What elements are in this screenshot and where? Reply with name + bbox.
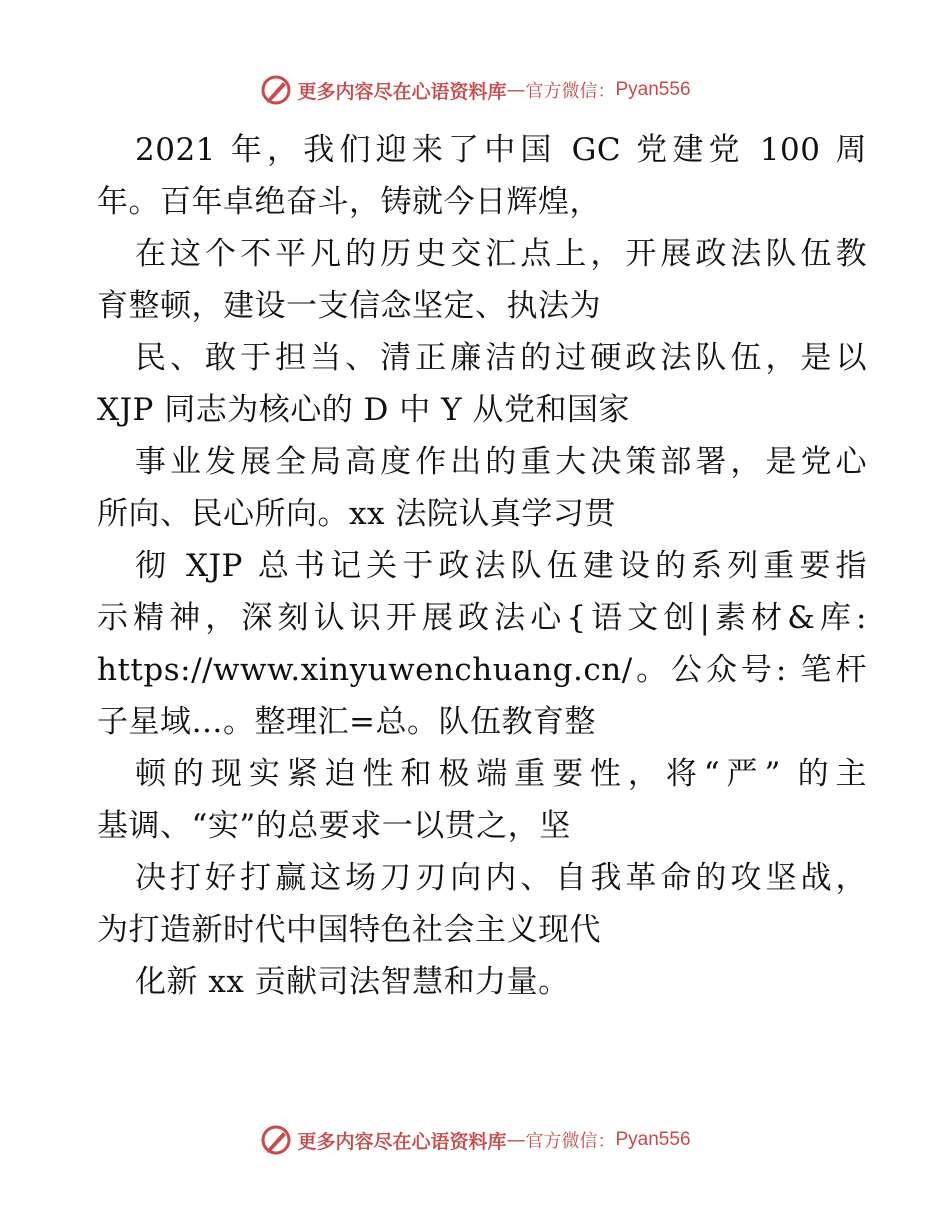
- watermark-separator: —: [506, 79, 526, 101]
- watermark-header: [0, 70, 950, 110]
- watermark-label: 官方微信：: [525, 81, 616, 102]
- text-line: 彻 XJP 总书记关于政法队伍建设的系列重要指: [135, 548, 867, 584]
- text-line: 决打好打赢这场刀刃向内、自我革命的攻坚战，: [135, 860, 867, 896]
- text-line: 示精神，深刻认识开展政法心{语文创|素材&库:: [97, 600, 867, 636]
- pen-logo-icon: [259, 73, 293, 107]
- text-line: 育整顿，建设一支信念坚定、执法为: [97, 288, 601, 324]
- text-line: 顿的现实紧迫性和极端重要性，将“严” 的主: [135, 756, 867, 792]
- watermark-label: 官方微信：: [525, 1131, 616, 1152]
- text-line: https://www.xinyuwenchuang.cn/。公众号: 笔杆: [97, 652, 867, 688]
- watermark-main-text: 更多内容尽在心语资料库: [297, 80, 507, 103]
- text-line: 基调、“实”的总要求一以贯之，坚: [97, 808, 571, 844]
- watermark-separator: —: [506, 1129, 526, 1151]
- text-line: 为打造新时代中国特色社会主义现代: [97, 912, 601, 948]
- text-line: XJP 同志为核心的 D 中 Y 从党和国家: [97, 392, 630, 428]
- text-line: 事业发展全局高度作出的重大决策部署，是党心: [135, 444, 867, 480]
- text-line: 在这个不平凡的历史交汇点上，开展政法队伍教: [135, 236, 867, 272]
- watermark-wechat-id: Pyan556: [615, 1129, 691, 1150]
- text-line: 年。百年卓绝奋斗，铸就今日辉煌，: [97, 184, 601, 220]
- text-line: 2021 年，我们迎来了中国 GC 党建党 100 周: [135, 132, 867, 168]
- text-line: 民、敢于担当、清正廉洁的过硬政法队伍，是以: [135, 340, 867, 376]
- watermark-wechat-id: Pyan556: [615, 79, 691, 100]
- text-line: 化新 xx 贡献司法智慧和力量。: [135, 964, 570, 1000]
- watermark-footer: [0, 1120, 950, 1160]
- text-line: 子星域…。整理汇=总。队伍教育整: [97, 704, 596, 740]
- document-body: [97, 124, 867, 1008]
- watermark-main-text: 更多内容尽在心语资料库: [297, 1130, 507, 1153]
- pen-logo-icon: [259, 1123, 293, 1157]
- text-line: 所向、民心所向。xx 法院认真学习贯: [97, 496, 616, 532]
